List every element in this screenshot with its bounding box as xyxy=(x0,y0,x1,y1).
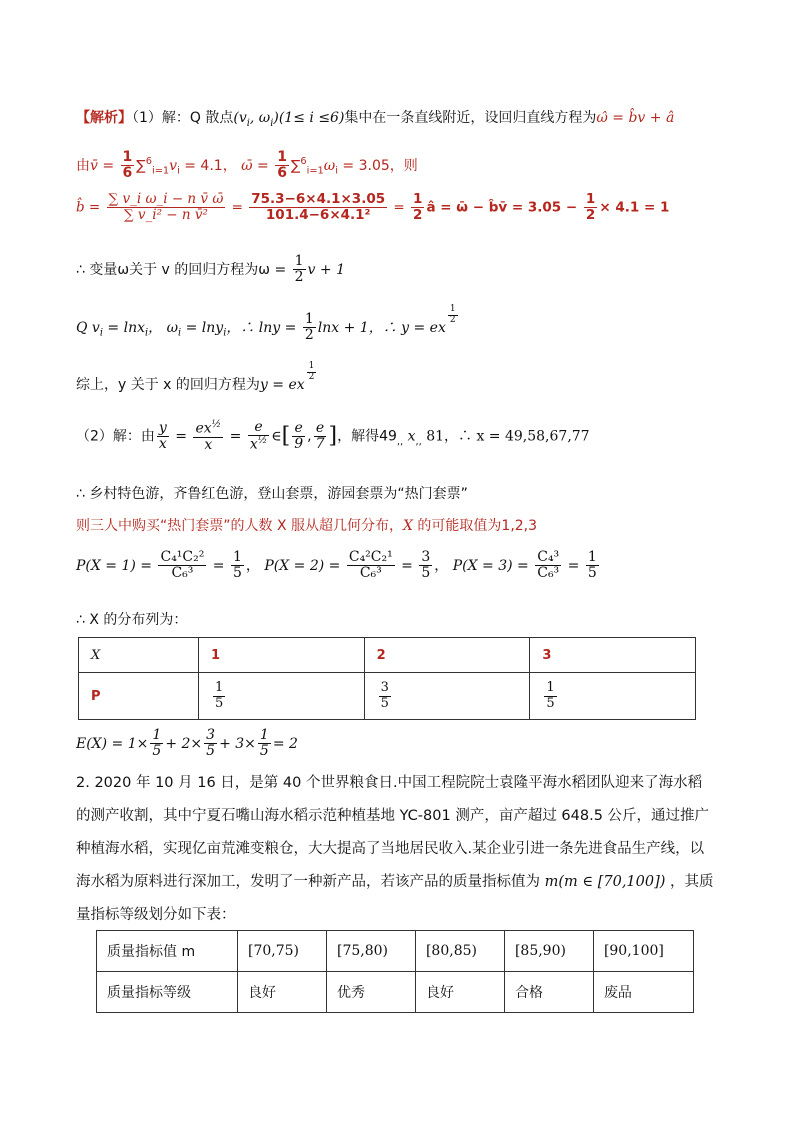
solve-text: ，解得49 xyxy=(337,428,397,445)
prob3-comb xyxy=(535,550,561,582)
row-label: 质量指标值 m xyxy=(97,931,238,972)
pt-b: , ω xyxy=(249,110,271,126)
table-row xyxy=(79,638,696,673)
prob-num: 1 xyxy=(215,680,224,696)
probabilities-line: P(X = 1) = $\frac{\text{C₄¹C₂²}}{\text{C₆³}}$ = $\frac{1}{5}$ ， P(X = 2) = $\frac{\text{C₄²C₂¹}}{\text{C₆³}}$ = $\frac{3}{5}$ ， P(X = 3) = $\frac{\text{C₄³}}{\text{C₆³}}$ = $\frac{1}{5}$ xyxy=(76,549,597,582)
v-term: v xyxy=(169,157,178,174)
solution-line-1 xyxy=(76,110,674,130)
prob3-comb-num: C₄³ xyxy=(537,549,560,565)
line1-middle: 集中在一条直线附近，设回归直线方程为 xyxy=(344,110,597,126)
solution-line-4 xyxy=(76,254,345,286)
prob-den: 5 xyxy=(215,695,224,711)
line1-prefix: （1）解：Q 散点 xyxy=(132,110,234,126)
one-sixth-2: $\frac{1}{6}$ xyxy=(277,149,287,182)
question-2-condition: m(m ∈ [70,100]) xyxy=(540,874,671,890)
table-row xyxy=(97,931,694,972)
half-4: $\frac{1}{2}$ xyxy=(304,311,314,344)
exp-frac-2: $\frac{3}{5}$ xyxy=(206,727,216,760)
grade-cell: 废品 xyxy=(593,972,693,1013)
expectation-line: E(X) = 1× $\frac{1}{5}$ + 2× $\frac{3}{5}$ + 3× $\frac{1}{5}$ = 2 xyxy=(76,727,298,760)
part2-line-1: （2）解：由 $\frac{y}{x}$ = $\frac{ex^{\frac{1}{2}}}{x}$ = $\frac{e}{x^{\frac{1}{2}}}$ ∈[ $\frac{e}{9}$ , $\frac{e}{7}$ ]，解得$49_{,,}$ $x_{,,}$ 81，∴ x = 49,58,67,77 xyxy=(76,419,590,454)
row-label: 质量指标等级 xyxy=(97,972,238,1013)
b-formula-num: ∑ v_i ω_i − n v̄ ω̄ xyxy=(108,191,224,207)
y-over-x: $\frac{y}{x}$ xyxy=(158,419,167,453)
w-term: ω xyxy=(323,157,336,174)
prob2-comb-num: C₄²C₂¹ xyxy=(348,549,393,565)
prob-den: 5 xyxy=(546,695,555,711)
interval-cell: [75,80) xyxy=(326,931,415,972)
b-formula-den: ∑ v_i² − n v̄² xyxy=(123,206,208,223)
grade-cell: 良好 xyxy=(415,972,504,1013)
table-row xyxy=(97,972,694,1013)
prob-den: 5 xyxy=(380,695,389,711)
l5-d: = lny xyxy=(181,319,224,336)
prob-cell xyxy=(364,673,530,720)
e-over-x-half: $\frac{e}{x^{\frac{1}{2}}}$ xyxy=(249,419,268,454)
analysis-tag: 【解析】 xyxy=(76,110,132,126)
header-cell: 1 xyxy=(199,638,365,673)
question-2-end: ，其质量指标等级划分如下表： xyxy=(76,874,714,923)
x-range: x xyxy=(403,428,416,445)
b-numeric xyxy=(249,192,387,223)
b-numeric-den: 101.4−6×4.1² xyxy=(265,206,371,223)
one-sixth-1: $\frac{1}{6}$ xyxy=(122,149,133,182)
prob3-comb-den: C₆³ xyxy=(537,565,560,582)
omega-equation-end: v + 1 xyxy=(307,261,345,278)
prob1-num: 1 xyxy=(233,549,242,565)
prob-num: 3 xyxy=(380,680,389,696)
hypergeometric-text: 则三人中购买“热门套票”的人数 X 服从超几何分布， xyxy=(76,518,403,534)
w-bar: ω̄ = xyxy=(241,157,274,174)
e-over-9: $\frac{e}{9}$ xyxy=(294,419,304,453)
prob1-comb xyxy=(158,550,206,582)
line2-prefix: 由 xyxy=(76,157,90,174)
w-value: = 3.05，则 xyxy=(337,157,418,174)
prob2-comb-den: C₆³ xyxy=(359,565,382,582)
pt-c: ) xyxy=(273,110,279,126)
ex-half-over-x: $\frac{ex^{\frac{1}{2}}}{x}$ xyxy=(195,419,222,454)
grade-cell: 良好 xyxy=(238,972,327,1013)
exp-half-2: 1 2 xyxy=(308,361,315,382)
question-2-text xyxy=(76,767,716,932)
exp-frac-1: $\frac{1}{5}$ xyxy=(152,727,162,760)
prob2-frac xyxy=(419,550,432,582)
l5-c: ， ω xyxy=(148,319,179,336)
part2-prefix: （2）解：由 xyxy=(76,428,155,445)
prob2-comb xyxy=(347,550,395,582)
v-bar: v̄ = xyxy=(90,157,119,174)
a-hat-formula: â = ω̄ − b̂v̄ = 3.05 − xyxy=(426,199,582,216)
prob2-num: 3 xyxy=(421,549,431,565)
part2-line-2: ∴ 乡村特色游，齐鲁红色游，登山套票，游园套票为“热门套票” xyxy=(76,486,468,502)
element-of: ∈ xyxy=(271,428,282,445)
prob-cell xyxy=(530,673,696,720)
header-cell: 2 xyxy=(364,638,530,673)
a-hat-result: × 4.1 = 1 xyxy=(599,199,670,216)
grade-cell: 合格 xyxy=(504,972,593,1013)
interval-cell: [90,100] xyxy=(593,931,693,972)
sum-sign-1: ∑ xyxy=(136,157,146,174)
prob1-label: P(X = 1) = xyxy=(76,557,157,574)
half-2: $\frac{1}{2}$ xyxy=(585,191,596,223)
question-2-body: 2. 2020 年 10 月 16 日，是第 40 个世界粮食日.中国工程院院士袁隆平海水稻团队迎来了海水稻的测产收割，其中宁夏石嘴山海水稻示范种植基地 YC-801 测产，亩产超过 648.5 公斤，通过推广种植海水稻，实现亿亩荒滩变粮仓，大大提高了当地居民收入.某企业引进一条先进食品生产线，以海水稻为原料进行深加工，发明了一种新产品，若该产品的质量指标值为 xyxy=(76,775,710,890)
v-value: = 4.1， xyxy=(179,157,237,174)
prob-cell xyxy=(199,673,365,720)
solution-line-2: 由v̄ = $\frac{1}{6}$ $\sum^6_{i=1}v_i = 4.1$， ω̄ = $\frac{1}{6}$ $\sum^6_{i=1}\omega_i = 3.05$，则 xyxy=(76,149,418,182)
prob1-comb-num: C₄¹C₂² xyxy=(160,549,205,565)
l5-b: = lnx xyxy=(102,319,146,336)
prob1-comb-den: C₆³ xyxy=(171,565,194,582)
regression-equation: ω̂ = b̂v + â xyxy=(596,110,675,126)
b-formula xyxy=(107,192,226,223)
x-values: 81，∴ x = 49,58,67,77 xyxy=(426,428,590,445)
exp-half-1: 1 2 xyxy=(449,304,456,325)
summary-text: 综上，y 关于 x 的回归方程为 xyxy=(76,376,260,393)
e-over-7: $\frac{e}{7}$ xyxy=(315,419,325,453)
half-3: $\frac{1}{2}$ xyxy=(294,253,304,286)
l5-e: ，∴ lny = xyxy=(226,319,301,336)
distribution-table xyxy=(78,637,696,720)
omega-equation-text: ∴ 变量ω关于 v 的回归方程为ω = xyxy=(76,261,291,278)
solution-line-6 xyxy=(76,362,318,394)
prob1-frac xyxy=(231,550,244,582)
header-cell: X xyxy=(79,638,199,673)
prob3-den: 5 xyxy=(587,565,597,582)
prob3-frac xyxy=(586,550,599,582)
interval-cell: [80,85) xyxy=(415,931,504,972)
l5-f: lnx + 1，∴ y = ex xyxy=(317,319,446,336)
part2-line-3 xyxy=(76,518,537,535)
prob-num: 1 xyxy=(546,680,555,696)
b-hat: b̂ = xyxy=(76,199,105,216)
solution-line-3: b̂ = $\frac{\text{∑ v\_i ω\_i − n v̄ ω̄}}{\text{∑ v\_i² − n v̄²}}$ = $\frac{75.3-6\times 4.1\times 3.05}{\text{101.4−6×4.1²}}$ = $\frac{1}{2}$ â = ω̄ − b̂v̄ = 3.05 − $\frac{1}{2}$ × 4.1 = 1 xyxy=(76,191,670,223)
prob3-label: P(X = 3) = xyxy=(452,557,534,574)
b-numeric-num: 75.3−6×4.1×3.05 xyxy=(251,191,386,207)
index-condition: (1≤ i ≤6) xyxy=(278,110,345,126)
half-1: $\frac{1}{2}$ xyxy=(413,191,423,223)
summary-equation: y = ex xyxy=(259,376,305,393)
table-row xyxy=(79,673,696,720)
exp-frac-3: $\frac{1}{5}$ xyxy=(259,727,269,760)
grade-table xyxy=(96,930,694,1013)
interval-cell: [70,75) xyxy=(238,931,327,972)
pt-a: (v xyxy=(233,110,247,126)
grade-cell: 优秀 xyxy=(326,972,415,1013)
x-var: X xyxy=(403,518,413,534)
header-cell: 3 xyxy=(530,638,696,673)
prob1-den: 5 xyxy=(233,565,242,582)
prob3-num: 1 xyxy=(587,549,597,565)
l5-a: Q v xyxy=(76,319,100,336)
distribution-title: ∴ X 的分布列为： xyxy=(76,612,188,628)
interval-cell: [85,90) xyxy=(504,931,593,972)
point-notation: ($v_i$, $\omega_i$) xyxy=(233,110,279,129)
prob2-label: P(X = 2) = xyxy=(264,557,345,574)
possible-values: 的可能取值为1,2,3 xyxy=(412,518,538,534)
row-label: P xyxy=(79,673,199,720)
solution-line-5: Q $v_i = \ln x_i$， $\omega_i = \ln y_i$，∴ lny = $\frac{1}{2}$ lnx + 1，∴ y = ex $^{\frac{1}{2}}$ xyxy=(76,304,456,344)
prob2-den: 5 xyxy=(421,565,431,582)
